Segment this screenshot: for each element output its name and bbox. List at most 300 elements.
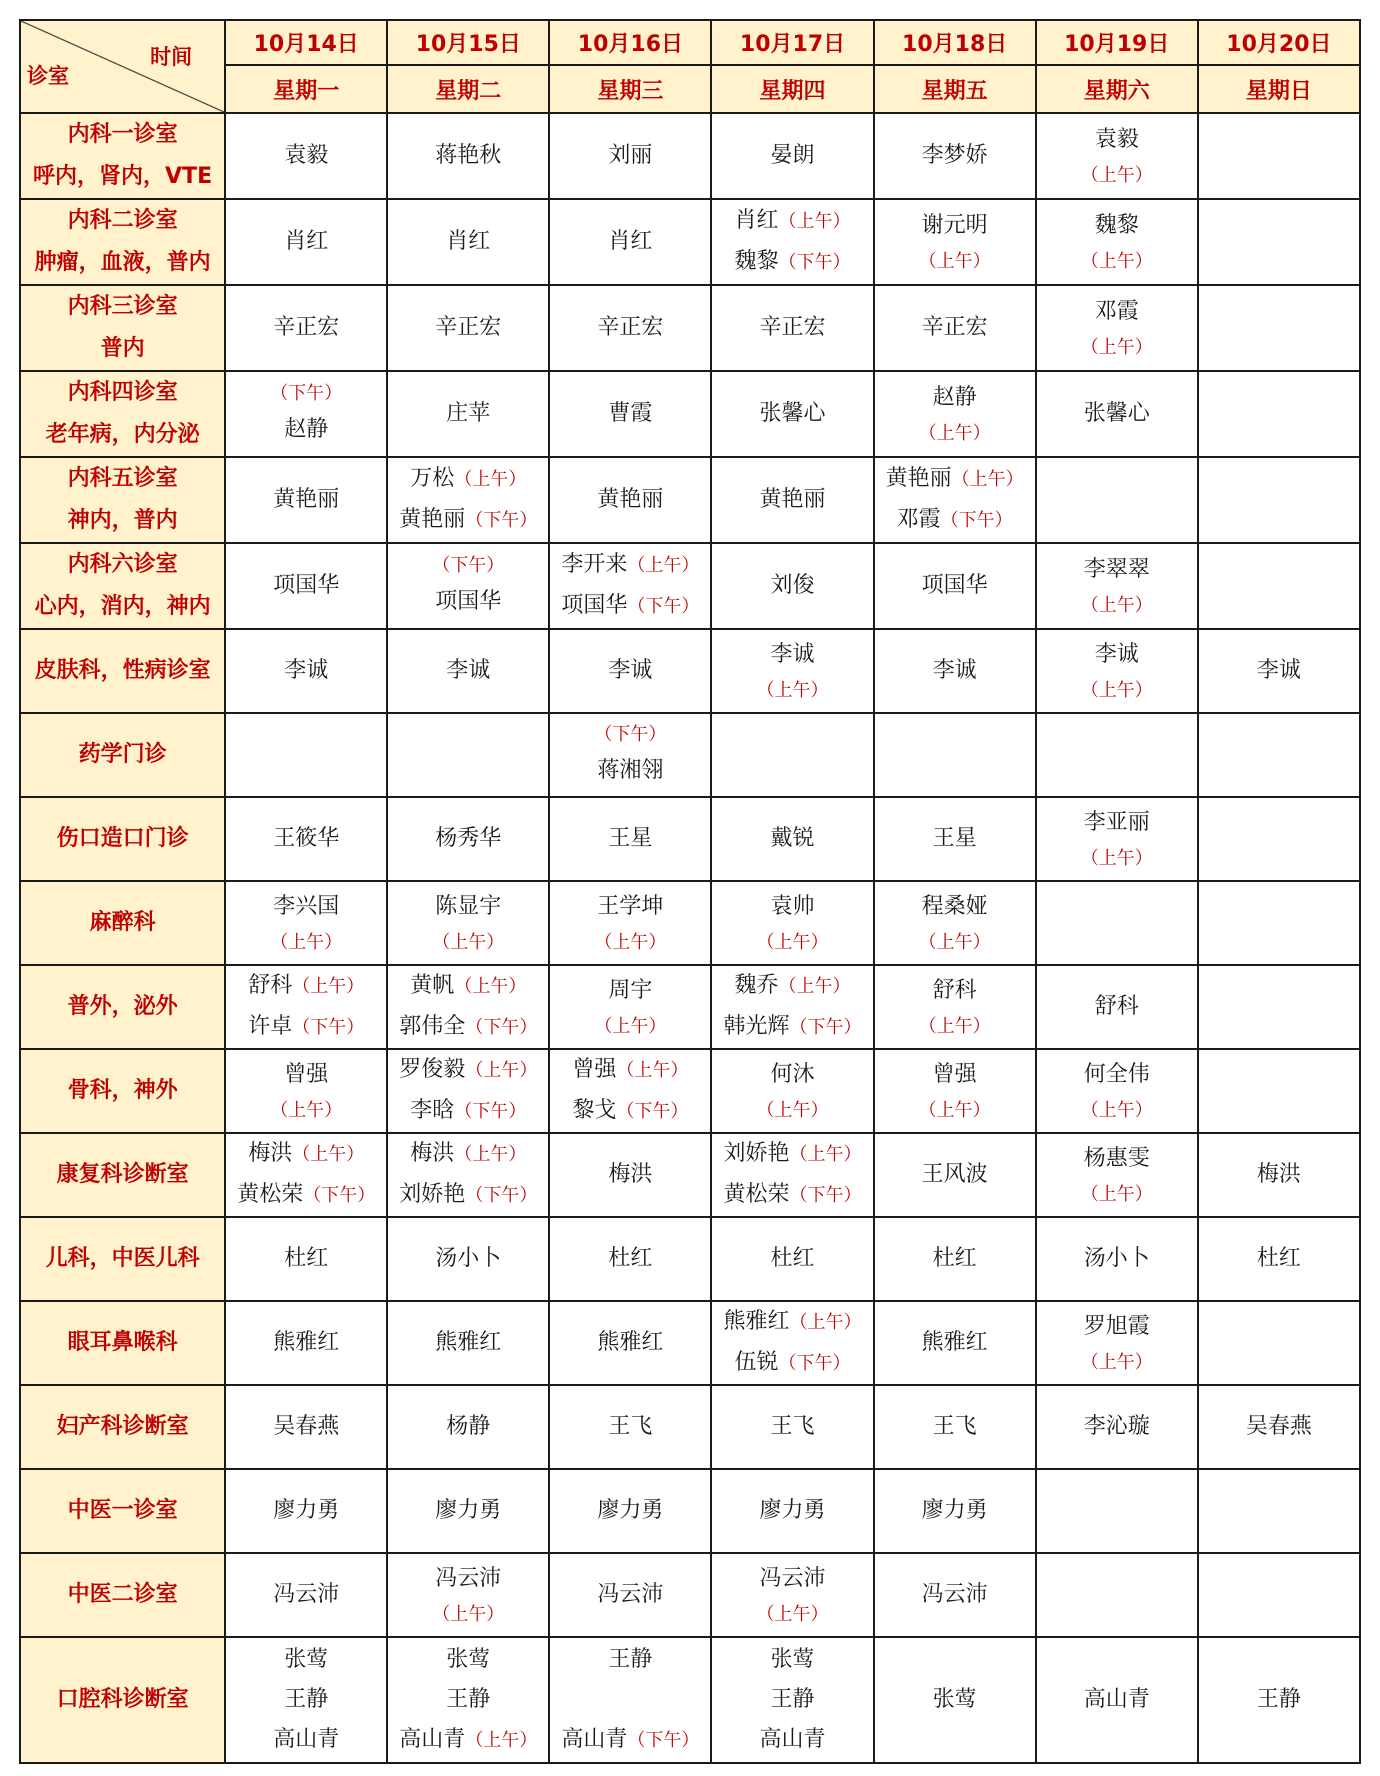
- session-tag: （ 下午 ）: [779, 1353, 851, 1374]
- doctor-entry: [388, 1720, 548, 1761]
- doctor-name: 黄艳丽: [273, 487, 340, 512]
- doctor-entry: [388, 1007, 548, 1048]
- schedule-row: [20, 113, 1360, 199]
- doctor-name: 李兴国: [273, 894, 340, 919]
- doctor-entry: [712, 1134, 872, 1175]
- doctor-name: 杜红: [770, 1246, 815, 1271]
- doctor-entry: [388, 819, 548, 859]
- doctor-cell: [549, 543, 711, 629]
- session-tag: （ 上午 ）: [550, 1011, 710, 1043]
- doctor-cell: [549, 1301, 711, 1385]
- doctor-name: 王筱华: [273, 826, 340, 851]
- schedule-row: [20, 371, 1360, 457]
- doctor-entry: [550, 480, 710, 520]
- doctor-name: 廖力勇: [759, 1498, 826, 1523]
- doctor-cell: [1198, 1133, 1360, 1217]
- doctor-entry: [875, 1155, 1035, 1195]
- doctor-name: 舒科: [1094, 994, 1139, 1019]
- doctor-entry: [550, 1050, 710, 1091]
- clinic-room-specialty: 心内，消内，神内: [34, 594, 211, 619]
- clinic-room-cell: [20, 629, 225, 713]
- doctor-name: 曾强: [284, 1062, 329, 1087]
- doctor-name: 冯云沛: [921, 1582, 988, 1607]
- doctor-entry: [226, 1575, 386, 1615]
- doctor-cell: [549, 1385, 711, 1469]
- session-tag: （ 上午 ）: [454, 469, 526, 490]
- doctor-cell: [225, 371, 387, 457]
- doctor-cell: [1198, 543, 1360, 629]
- session-tag: （ 上午 ）: [454, 1144, 526, 1165]
- doctor-cell: [874, 1301, 1036, 1385]
- doctor-name: 肖红: [608, 229, 653, 254]
- doctor-cell: [1036, 713, 1198, 797]
- doctor-entry: [712, 308, 872, 348]
- session-tag: （ 上午 ）: [1037, 1179, 1197, 1211]
- doctor-entry: [226, 966, 386, 1007]
- clinic-room-cell: [20, 1049, 225, 1133]
- doctor-entry: [1037, 1055, 1197, 1127]
- doctor-name: 梅洪: [248, 1141, 293, 1166]
- doctor-cell: [874, 1133, 1036, 1217]
- doctor-cell: [387, 965, 549, 1049]
- doctor-cell: [1036, 285, 1198, 371]
- clinic-room-name: 内科四诊室: [67, 380, 178, 405]
- doctor-entry: [550, 586, 710, 627]
- doctor-entry: [712, 201, 872, 242]
- doctor-name: 杨静: [446, 1414, 491, 1439]
- doctor-entry: [226, 1134, 386, 1175]
- doctor-entry: [875, 651, 1035, 691]
- session-tag: （ 下午 ）: [779, 252, 851, 273]
- doctor-name: 高山青: [561, 1726, 628, 1752]
- session-tag: （ 下午 ）: [303, 1185, 375, 1206]
- doctor-name: 张莺: [770, 1647, 815, 1672]
- doctor-name: 张莺: [446, 1646, 491, 1672]
- doctor-name: 肖红: [284, 229, 329, 254]
- doctor-entry: [550, 819, 710, 859]
- doctor-entry: [875, 136, 1035, 176]
- doctor-cell: [1036, 1301, 1198, 1385]
- doctor-entry: [712, 1343, 872, 1384]
- doctor-entry: [875, 1575, 1035, 1615]
- doctor-cell: [874, 629, 1036, 713]
- doctor-entry: [1037, 803, 1197, 875]
- doctor-name: 熊雅红: [435, 1330, 502, 1355]
- clinic-room-cell: [20, 543, 225, 629]
- schedule-row: [20, 629, 1360, 713]
- doctor-cell: [387, 285, 549, 371]
- doctor-cell: [225, 713, 387, 797]
- doctor-entry: [388, 1491, 548, 1531]
- doctor-entry: [388, 1134, 548, 1175]
- session-tag: （ 上午 ）: [388, 927, 548, 959]
- doctor-cell: [1198, 713, 1360, 797]
- doctor-entry: [226, 378, 386, 450]
- doctor-entry: [1037, 1680, 1197, 1720]
- doctor-entry: [226, 1239, 386, 1279]
- doctor-cell: [387, 713, 549, 797]
- doctor-cell: [549, 1553, 711, 1637]
- doctor-cell: [1036, 1553, 1198, 1637]
- doctor-cell: [711, 797, 873, 881]
- doctor-cell: [225, 1385, 387, 1469]
- doctor-entry: [388, 308, 548, 348]
- clinic-room-cell: [20, 1217, 225, 1301]
- clinic-room-name: 康复科诊断室: [56, 1162, 189, 1187]
- doctor-cell: [1036, 1217, 1198, 1301]
- doctor-cell: [225, 1469, 387, 1553]
- doctor-cell: [1036, 371, 1198, 457]
- doctor-name: 李诚: [770, 642, 815, 667]
- doctor-name: 刘俊: [770, 573, 815, 598]
- clinic-room-name: 内科六诊室: [67, 552, 178, 577]
- doctor-name: 项国华: [561, 593, 628, 618]
- doctor-cell: [711, 1049, 873, 1133]
- doctor-entry: [875, 500, 1035, 541]
- doctor-name: 冯云沛: [435, 1566, 502, 1591]
- clinic-room-cell: [20, 199, 225, 285]
- doctor-name: 黄艳丽: [399, 507, 466, 532]
- doctor-entry: [388, 222, 548, 262]
- doctor-entry: [388, 1640, 548, 1680]
- session-tag: （ 上午 ）: [875, 1011, 1035, 1043]
- doctor-cell: [1198, 1469, 1360, 1553]
- weekday-header: 星期三: [549, 65, 711, 113]
- doctor-cell: [549, 199, 711, 285]
- doctor-name: 冯云沛: [597, 1582, 664, 1607]
- schedule-row: [20, 1469, 1360, 1553]
- doctor-cell: [549, 285, 711, 371]
- doctor-entry: [550, 887, 710, 959]
- clinic-room-name: 内科三诊室: [67, 294, 178, 319]
- weekday-header: 星期四: [711, 65, 873, 113]
- doctor-cell: [1036, 629, 1198, 713]
- doctor-entry: [226, 566, 386, 606]
- clinic-room-name: 骨科，神外: [67, 1078, 178, 1103]
- doctor-cell: [1198, 285, 1360, 371]
- doctor-cell: [1198, 457, 1360, 543]
- doctor-cell: [387, 1049, 549, 1133]
- doctor-cell: [549, 881, 711, 965]
- doctor-cell: [387, 1637, 549, 1763]
- clinic-room-cell: [20, 797, 225, 881]
- doctor-name: 戴锐: [770, 826, 815, 851]
- doctor-entry: [388, 966, 548, 1007]
- session-tag: （ 上午 ）: [1037, 1095, 1197, 1127]
- doctor-name: 吴春燕: [273, 1414, 340, 1439]
- doctor-entry: [550, 308, 710, 348]
- date-header: 10月17日: [711, 20, 873, 65]
- doctor-cell: [874, 881, 1036, 965]
- session-tag: （ 下午 ）: [465, 1017, 537, 1038]
- clinic-room-name: 妇产科诊断室: [56, 1414, 189, 1439]
- doctor-name: 黄艳丽: [885, 466, 952, 491]
- schedule-row: [20, 881, 1360, 965]
- doctor-entry: [388, 1050, 548, 1091]
- doctor-entry: [226, 1680, 386, 1720]
- doctor-name: 吴春燕: [1245, 1414, 1312, 1439]
- doctor-cell: [225, 881, 387, 965]
- doctor-entry: [550, 1323, 710, 1363]
- doctor-entry: [226, 1055, 386, 1127]
- doctor-entry: [1199, 1407, 1359, 1447]
- session-tag: （ 上午 ）: [1037, 843, 1197, 875]
- doctor-name: 辛正宏: [597, 315, 664, 340]
- doctor-cell: [874, 797, 1036, 881]
- doctor-entry: [388, 500, 548, 541]
- doctor-name: 曹霞: [608, 401, 653, 426]
- doctor-cell: [711, 1553, 873, 1637]
- session-tag: （ 上午 ）: [1037, 332, 1197, 364]
- doctor-name: 项国华: [435, 589, 502, 614]
- doctor-entry: [388, 1323, 548, 1363]
- doctor-name: 李亚丽: [1083, 810, 1150, 835]
- doctor-cell: [1036, 1133, 1198, 1217]
- doctor-name: 廖力勇: [435, 1498, 502, 1523]
- doctor-name: 魏乔: [734, 973, 779, 998]
- doctor-cell: [387, 1301, 549, 1385]
- doctor-cell: [711, 285, 873, 371]
- doctor-entry: [712, 887, 872, 959]
- session-tag: （ 上午 ）: [790, 1312, 862, 1333]
- doctor-cell: [1198, 629, 1360, 713]
- doctor-cell: [711, 1385, 873, 1469]
- doctor-cell: [1198, 1301, 1360, 1385]
- doctor-entry: [388, 1559, 548, 1631]
- doctor-name: 王飞: [932, 1414, 977, 1439]
- doctor-name: 熊雅红: [921, 1330, 988, 1355]
- doctor-cell: [874, 1049, 1036, 1133]
- clinic-room-name: 伤口造口门诊: [56, 826, 189, 851]
- doctor-cell: [1036, 881, 1198, 965]
- doctor-entry: [226, 1407, 386, 1447]
- doctor-entry: [712, 966, 872, 1007]
- doctor-cell: [874, 113, 1036, 199]
- doctor-name: 袁毅: [284, 143, 329, 168]
- doctor-cell: [225, 797, 387, 881]
- doctor-entry: [550, 651, 710, 691]
- doctor-entry: [550, 1720, 710, 1761]
- doctor-name: 梅洪: [410, 1141, 455, 1166]
- doctor-cell: [1198, 371, 1360, 457]
- doctor-entry: [875, 459, 1035, 500]
- doctor-name: 庄苹: [446, 401, 491, 426]
- session-tag: （ 上午 ）: [616, 1060, 688, 1081]
- doctor-name: 刘娇艳: [399, 1182, 466, 1207]
- doctor-name: 熊雅红: [597, 1330, 664, 1355]
- doctor-cell: [549, 965, 711, 1049]
- doctor-name: 黄帆: [410, 973, 455, 998]
- doctor-name: 蒋艳秋: [435, 143, 502, 168]
- doctor-entry: [875, 566, 1035, 606]
- doctor-name: 罗俊毅: [399, 1057, 466, 1082]
- doctor-name: 王星: [932, 826, 977, 851]
- doctor-cell: [874, 713, 1036, 797]
- doctor-entry: [226, 1175, 386, 1216]
- doctor-name: 赵静: [932, 385, 977, 410]
- doctor-name: 程桑娅: [921, 894, 988, 919]
- schedule-table: [19, 19, 1361, 1764]
- doctor-cell: [1036, 113, 1198, 199]
- doctor-cell: [874, 199, 1036, 285]
- doctor-cell: [1036, 457, 1198, 543]
- doctor-cell: [225, 1133, 387, 1217]
- header-row-dates: [20, 20, 1360, 65]
- doctor-cell: [711, 1469, 873, 1553]
- session-tag: （ 上午 ）: [550, 927, 710, 959]
- doctor-name: 周宇: [608, 978, 653, 1003]
- doctor-name: 杜红: [284, 1246, 329, 1271]
- doctor-entry: [875, 308, 1035, 348]
- doctor-cell: [1198, 797, 1360, 881]
- doctor-entry: [712, 1302, 872, 1343]
- doctor-cell: [549, 1049, 711, 1133]
- doctor-name: 邓霞: [1094, 299, 1139, 324]
- doctor-cell: [711, 1133, 873, 1217]
- doctor-cell: [225, 285, 387, 371]
- schedule-row: [20, 285, 1360, 371]
- doctor-cell: [225, 457, 387, 543]
- doctor-entry: [712, 1407, 872, 1447]
- doctor-name: 伍锐: [734, 1350, 779, 1375]
- doctor-name: 陈显宇: [435, 894, 502, 919]
- doctor-name: 刘娇艳: [723, 1141, 790, 1166]
- doctor-cell: [874, 457, 1036, 543]
- clinic-room-cell: [20, 285, 225, 371]
- doctor-entry: [712, 480, 872, 520]
- doctor-cell: [387, 1553, 549, 1637]
- doctor-name: 杨惠雯: [1083, 1146, 1150, 1171]
- doctor-name: 黄艳丽: [759, 487, 826, 512]
- doctor-cell: [1036, 543, 1198, 629]
- doctor-cell: [387, 199, 549, 285]
- doctor-cell: [1198, 1553, 1360, 1637]
- doctor-entry: [388, 1175, 548, 1216]
- doctor-name: 曾强: [932, 1062, 977, 1087]
- doctor-cell: [549, 371, 711, 457]
- doctor-cell: [711, 543, 873, 629]
- doctor-entry: [712, 1559, 872, 1631]
- doctor-cell: [1036, 1637, 1198, 1763]
- doctor-name: 王静: [1256, 1687, 1301, 1712]
- session-tag: （ 上午 ）: [1037, 160, 1197, 192]
- doctor-name: 刘丽: [608, 143, 653, 168]
- session-tag: （ 下午 ）: [790, 1017, 862, 1038]
- session-tag: （ 下午 ）: [627, 596, 699, 617]
- doctor-name: 李诚: [284, 658, 329, 683]
- session-tag: （ 上午 ）: [712, 927, 872, 959]
- doctor-name: 袁帅: [770, 894, 815, 919]
- clinic-room-cell: [20, 1553, 225, 1637]
- doctor-name: 张莺: [284, 1647, 329, 1672]
- date-header: 10月16日: [549, 20, 711, 65]
- doctor-name: 何沐: [770, 1062, 815, 1087]
- schedule-row: [20, 1133, 1360, 1217]
- weekday-header: 星期五: [874, 65, 1036, 113]
- doctor-cell: [549, 457, 711, 543]
- doctor-name: 罗旭霞: [1083, 1314, 1150, 1339]
- clinic-room-name: 药学门诊: [78, 742, 167, 767]
- doctor-name: 王飞: [770, 1414, 815, 1439]
- session-tag: （ 下午 ）: [388, 550, 548, 582]
- doctor-entry: [1199, 1155, 1359, 1195]
- clinic-room-name: 口腔科诊断室: [56, 1687, 189, 1712]
- doctor-entry: [226, 136, 386, 176]
- doctor-cell: [711, 713, 873, 797]
- doctor-name: 冯云沛: [759, 1566, 826, 1591]
- weekday-header: 星期二: [387, 65, 549, 113]
- doctor-cell: [1198, 1385, 1360, 1469]
- doctor-entry: [712, 242, 872, 283]
- doctor-name: 王学坤: [597, 894, 664, 919]
- doctor-name: 高山青: [273, 1727, 340, 1752]
- doctor-name: 郭伟全: [399, 1014, 466, 1039]
- doctor-entry: [1037, 1307, 1197, 1379]
- session-tag: （ 下午 ）: [941, 510, 1013, 531]
- doctor-name: 廖力勇: [921, 1498, 988, 1523]
- doctor-cell: [387, 1385, 549, 1469]
- doctor-entry: [550, 545, 710, 586]
- session-tag: （ 上午 ）: [454, 976, 526, 997]
- doctor-cell: [549, 629, 711, 713]
- doctor-cell: [1036, 1385, 1198, 1469]
- schedule-row: [20, 1301, 1360, 1385]
- doctor-entry: [388, 887, 548, 959]
- session-tag: （ 上午 ）: [952, 469, 1024, 490]
- doctor-name: 高山青: [1083, 1687, 1150, 1712]
- doctor-name: 晏朗: [770, 143, 815, 168]
- doctor-name: 梅洪: [1256, 1162, 1301, 1187]
- doctor-entry: [226, 1323, 386, 1363]
- weekday-header: 星期一: [225, 65, 387, 113]
- doctor-name: 李沁璇: [1083, 1414, 1150, 1439]
- doctor-entry: [550, 1491, 710, 1531]
- doctor-cell: [387, 543, 549, 629]
- doctor-cell: [1036, 797, 1198, 881]
- schedule-row: [20, 457, 1360, 543]
- clinic-room-specialty: 呼内，肾内，VTE: [33, 164, 213, 189]
- clinic-room-cell: [20, 1301, 225, 1385]
- session-tag: （ 上午 ）: [465, 1730, 537, 1751]
- doctor-entry: [550, 136, 710, 176]
- doctor-entry: [712, 635, 872, 707]
- weekday-header: 星期六: [1036, 65, 1198, 113]
- doctor-name: 魏黎: [1094, 213, 1139, 238]
- weekday-header: 星期日: [1198, 65, 1360, 113]
- doctor-entry: [712, 566, 872, 606]
- doctor-name: 黄松荣: [237, 1182, 304, 1207]
- doctor-entry: [875, 1407, 1035, 1447]
- doctor-entry: [1037, 206, 1197, 278]
- doctor-cell: [225, 1049, 387, 1133]
- doctor-entry: [1037, 550, 1197, 622]
- session-tag: （ 上午 ）: [875, 927, 1035, 959]
- doctor-name: 蒋湘翎: [597, 758, 664, 783]
- doctor-name: 黄松荣: [723, 1182, 790, 1207]
- doctor-name: 赵静: [284, 417, 329, 442]
- doctor-cell: [225, 629, 387, 713]
- doctor-name: 肖红: [734, 208, 779, 233]
- doctor-entry: [226, 1007, 386, 1048]
- doctor-cell: [549, 1133, 711, 1217]
- date-header: 10月18日: [874, 20, 1036, 65]
- doctor-name: 谢元明: [921, 213, 988, 238]
- doctor-entry: [388, 459, 548, 500]
- doctor-entry: [550, 394, 710, 434]
- doctor-cell: [1198, 965, 1360, 1049]
- doctor-entry: [226, 651, 386, 691]
- session-tag: （ 上午 ）: [875, 1095, 1035, 1127]
